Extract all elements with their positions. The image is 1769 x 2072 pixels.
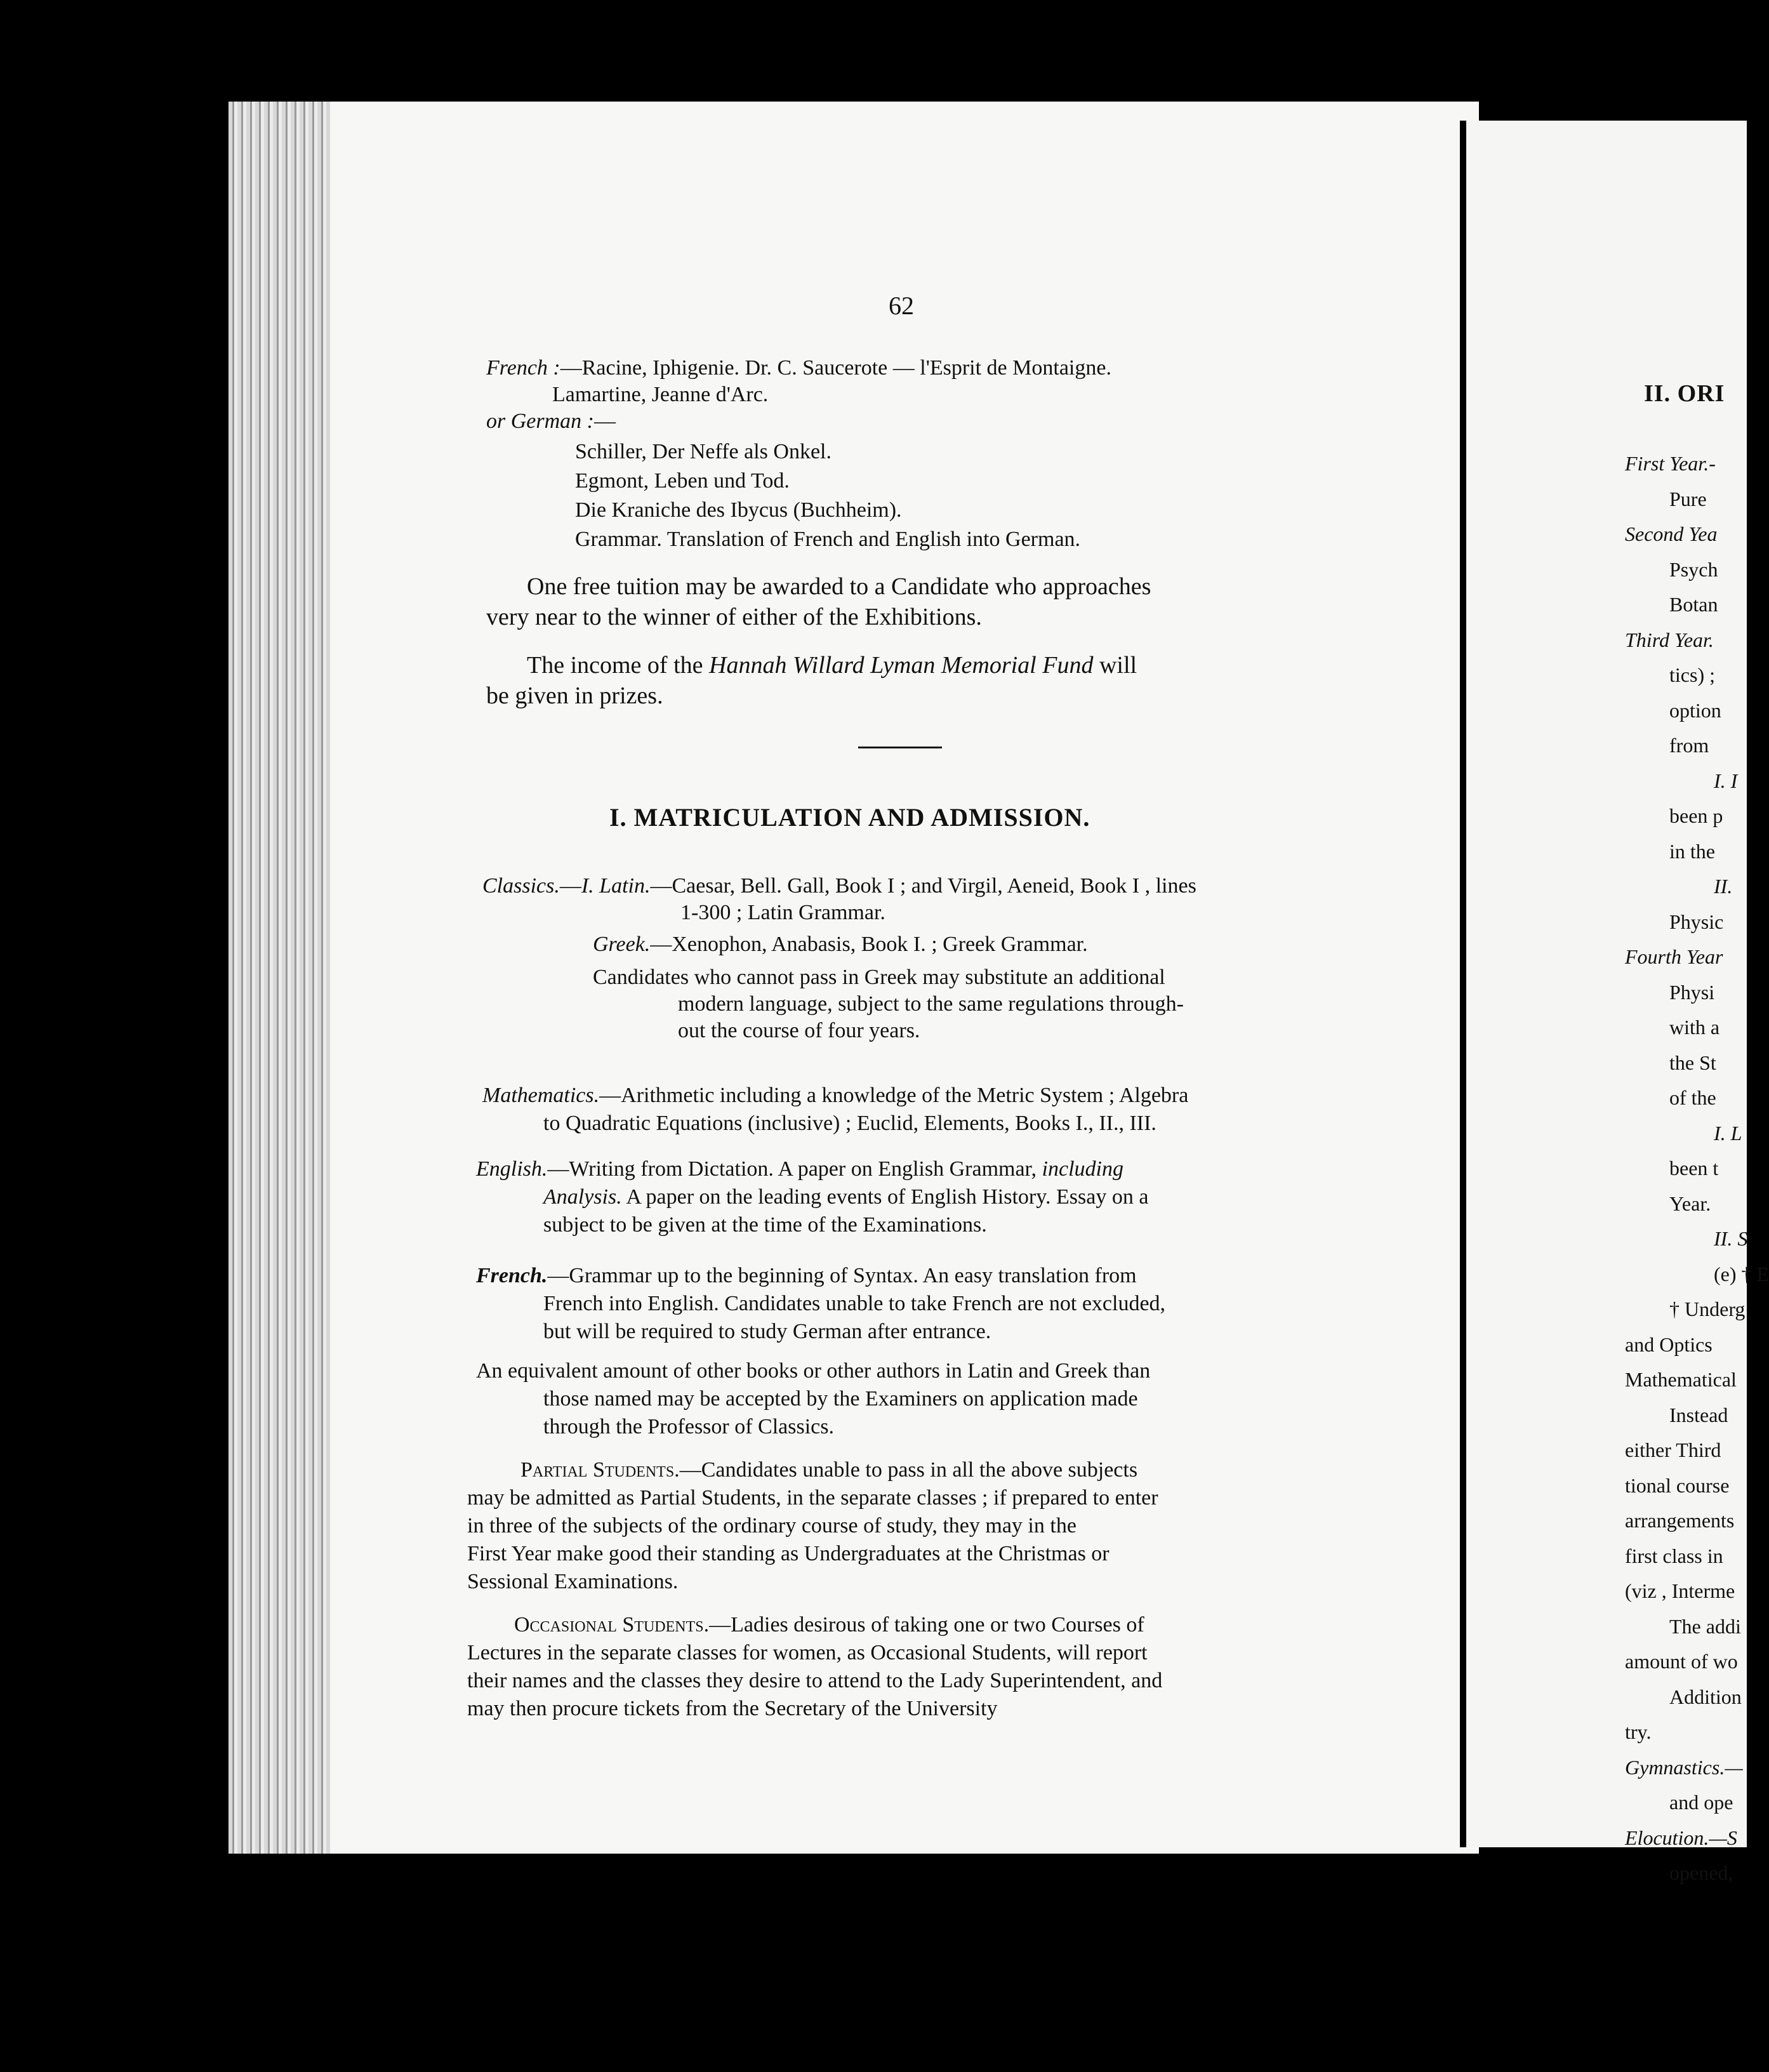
right-page-line: in the [1669,840,1715,863]
partial-line4: First Year make good their standing as Undergraduates at the Christmas or [467,1542,1110,1565]
right-page-line: Mathematical [1625,1368,1737,1391]
greek-substitute-line1: Candidates who cannot pass in Greek may substitute an additional [593,966,1165,989]
right-page-line: try. [1625,1720,1652,1743]
right-page-line: and ope [1669,1791,1733,1814]
right-page-line: I. I [1714,769,1738,792]
right-page-line: Elocution.—S [1625,1826,1737,1849]
right-page-line: arrangements [1625,1509,1735,1532]
right-page-line: tics) ; [1669,663,1715,686]
occasional-line3: their names and the classes they desire to attend to the Lady Superintendent, and [467,1669,1163,1692]
french-dash: — [560,356,582,380]
right-page-line: (e) † E [1714,1263,1769,1285]
equivalent-line2: those named may be accepted by the Examiners on application made [543,1387,1138,1411]
latin-text: —Caesar, Bell. Gall, Book I ; and Virgil, Aeneid, Book I , lines [650,874,1196,898]
right-page [1466,121,1769,1884]
prizes-line2: be given in prizes. [486,682,663,709]
right-page-line: † Underg [1669,1298,1746,1320]
english-text-a: —Writing from Dictation. A paper on English Grammar, [547,1157,1037,1181]
right-page-line: option [1669,699,1721,722]
mathematics-label: Mathematics. [482,1084,600,1107]
right-page-line: Instead [1669,1404,1728,1426]
right-page-line: with a [1669,1016,1720,1039]
right-page-line: Psych [1669,558,1718,581]
french-line2: French into English. Candidates unable to take French are not excluded, [543,1292,1166,1315]
right-page-line: tional course [1625,1474,1730,1497]
french-section-label: French. [476,1264,548,1287]
prizes-text-b: will [1099,652,1137,679]
occasional-line1 [514,1612,1144,1638]
french-line3: but will be required to study German after entrance. [543,1320,991,1343]
right-page-line: I. L [1714,1122,1742,1145]
german-label: or German : [486,409,594,433]
equivalent-line1: An equivalent amount of other books or other authors in Latin and Greek than [476,1359,1151,1383]
english-line2-text: A paper on the leading events of English History. Essay on a [626,1185,1149,1209]
page-number: 62 [889,291,914,320]
mathematics-line2: to Quadratic Equations (inclusive) ; Euclid, Elements, Books I., II., III. [543,1112,1156,1135]
right-page-line: either Third [1625,1438,1721,1461]
english-line3: subject to be given at the time of the Examinations. [543,1213,987,1237]
right-page-line: Third Year. [1625,628,1714,651]
english-analysis: Analysis. [543,1185,622,1209]
section-divider [858,747,942,748]
mathematics-text: —Arithmetic including a knowledge of the Metric System ; Algebra [599,1084,1189,1107]
right-page-line: the St [1669,1051,1716,1074]
french-label: French : [486,356,560,380]
occasional-label: Occasional Students. [514,1613,710,1637]
right-page-line: been t [1669,1157,1719,1179]
english-line1 [476,1157,1123,1182]
right-page-line: II. S [1714,1227,1748,1250]
right-page-line: Gymnastics.— [1625,1756,1743,1779]
right-page-line: The addi [1669,1615,1741,1638]
right-page-line: opened, [1669,1861,1733,1884]
occasional-text: —Ladies desirous of taking one or two Courses of [709,1613,1144,1637]
greek-line [593,932,1088,957]
right-page-line: Addition [1669,1685,1742,1708]
french-exhibition-line1 [486,355,1111,381]
english-text-b: including [1042,1157,1123,1181]
section-heading: I. MATRICULATION AND ADMISSION. [609,803,1090,832]
right-page-line: Pure [1669,488,1707,510]
english-label: English. [476,1157,548,1181]
german-dash: — [593,409,616,433]
french-text: —Grammar up to the beginning of Syntax. An easy translation from [547,1264,1137,1287]
right-page-line: Physi [1669,981,1715,1004]
occasional-line4: may then procure tickets from the Secretary of the University [467,1697,998,1720]
right-page-line: Fourth Year [1625,945,1723,968]
greek-substitute-line3: out the course of four years. [678,1019,920,1042]
greek-label: Greek. [593,933,651,956]
classics-line1: Classics.—I. Latin.—Caesar, Bell. Gall, Book I ; and Virgil, Aeneid, Book I , lines [482,874,1196,898]
partial-line3: in three of the subjects of the ordinary course of study, they may in the [467,1514,1077,1537]
right-page-line: Physic [1669,910,1724,933]
right-page-line: amount of wo [1625,1650,1738,1673]
occasional-line2: Lectures in the separate classes for women, as Occasional Students, will report [467,1641,1148,1664]
free-tuition-line1: One free tuition may be awarded to a Candidate who approaches [527,573,1151,600]
partial-line5: Sessional Examinations. [467,1570,679,1593]
latin-label: I. Latin. [581,874,651,898]
partial-line2: may be admitted as Partial Students, in the separate classes ; if prepared to enter [467,1486,1158,1510]
greek-text: —Xenophon, Anabasis, Book I. ; Greek Grammar. [650,933,1088,956]
german-item: Die Kraniche des Ibycus (Buchheim). [575,498,902,522]
mathematics-line1 [482,1083,1188,1108]
right-page-line: of the [1669,1086,1716,1109]
fund-name: Hannah Willard Lyman Memorial Fund [709,652,1094,679]
right-page-line: and Optics [1625,1333,1713,1356]
right-page-line: (viz , Interme [1625,1579,1735,1602]
english-line2 [543,1185,1148,1210]
greek-substitute-line2: modern language, subject to the same regulations through- [678,992,1184,1016]
right-page-line: been p [1669,804,1723,827]
french-line1-text: Racine, Iphigenie. Dr. C. Saucerote — l'Esprit de Montaigne. [581,356,1111,380]
german-item: Schiller, Der Neffe als Onkel. [575,440,831,463]
german-exhibition-label [486,409,616,434]
right-page-line: Year. [1669,1192,1711,1215]
classics-line2: 1-300 ; Latin Grammar. [680,901,885,924]
right-page-line: Botan [1669,593,1718,616]
right-page-line: first class in [1625,1544,1723,1567]
classics-label: Classics. [482,874,560,898]
right-page-line: from [1669,734,1709,757]
german-item: Grammar. Translation of French and English into German. [575,528,1081,551]
french-exhibition-line2: Lamartine, Jeanne d'Arc. [552,383,769,406]
german-item: Egmont, Leben und Tod. [575,469,790,493]
right-page-line: II. [1714,875,1733,898]
partial-text: —Candidates unable to pass in all the above subjects [679,1458,1138,1482]
right-page-line: First Year.- [1625,452,1716,475]
free-tuition-line2: very near to the winner of either of the Exhibitions. [486,604,982,630]
partial-label: Partial Students. [520,1458,680,1482]
french-line1 [476,1263,1137,1289]
prizes-text-a: The income of the [527,652,703,679]
right-page-line: Second Yea [1625,522,1718,545]
partial-line1 [520,1458,1137,1483]
equivalent-line3: through the Professor of Classics. [543,1415,835,1438]
prizes-line1 [527,653,1137,678]
right-page-heading: II. ORI [1644,380,1725,407]
